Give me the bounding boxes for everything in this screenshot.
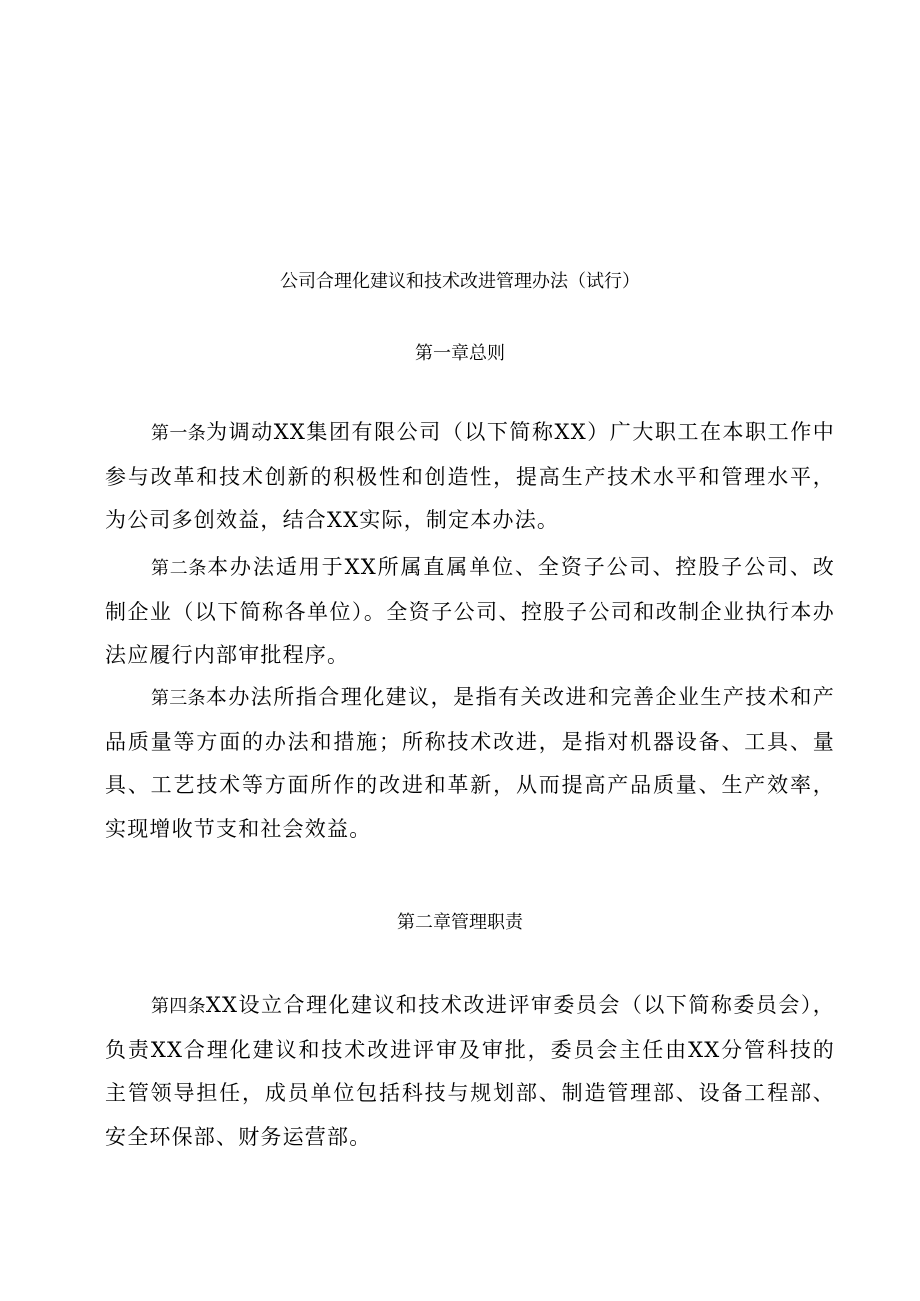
article-4 [105, 984, 835, 1159]
chapter-2-heading: 第二章管理职责 [397, 912, 523, 933]
article-4-text: XX设立合理化建议和技术改进评审委员会（以下简称委员会），负责XX合理化建议和技术改进评审及审批，委员会主任由XX分管科技的主管领导担任，成员单位包括科技与规划部、制造管理部、设备工程部、安全环保部、财务运营部。 [105, 993, 836, 1149]
article-3-label: 第三条 [151, 688, 206, 709]
article-2-label: 第二条 [151, 558, 208, 579]
article-2 [105, 546, 835, 678]
article-3-text: 本办法所指合理化建议，是指有关改进和完善企业生产技术和产品质量等方面的办法和措施；所称技术改进，是指对机器设备、工具、量具、工艺技术等方面所作的改进和革新，从而提高产品质量、生产效率，实现增收节支和社会效益。 [105, 685, 835, 841]
article-4-label: 第四条 [151, 996, 206, 1017]
article-3 [105, 676, 835, 851]
chapter-1-heading: 第一章总则 [415, 343, 505, 364]
article-1 [105, 411, 835, 543]
document-title: 公司合理化建议和技术改进管理办法（试行） [280, 271, 640, 292]
article-1-label: 第一条 [151, 423, 207, 444]
article-1-text: 为调动XX集团有限公司（以下简称XX）广大职工在本职工作中参与改革和技术创新的积极性和创造性，提高生产技术水平和管理水平，为公司多创效益，结合XX实际，制定本办法。 [105, 420, 835, 532]
article-2-text: 本办法适用于XX所属直属单位、全资子公司、控股子公司、改制企业（以下简称各单位）。全资子公司、控股子公司和改制企业执行本办法应履行内部审批程序。 [105, 555, 836, 667]
